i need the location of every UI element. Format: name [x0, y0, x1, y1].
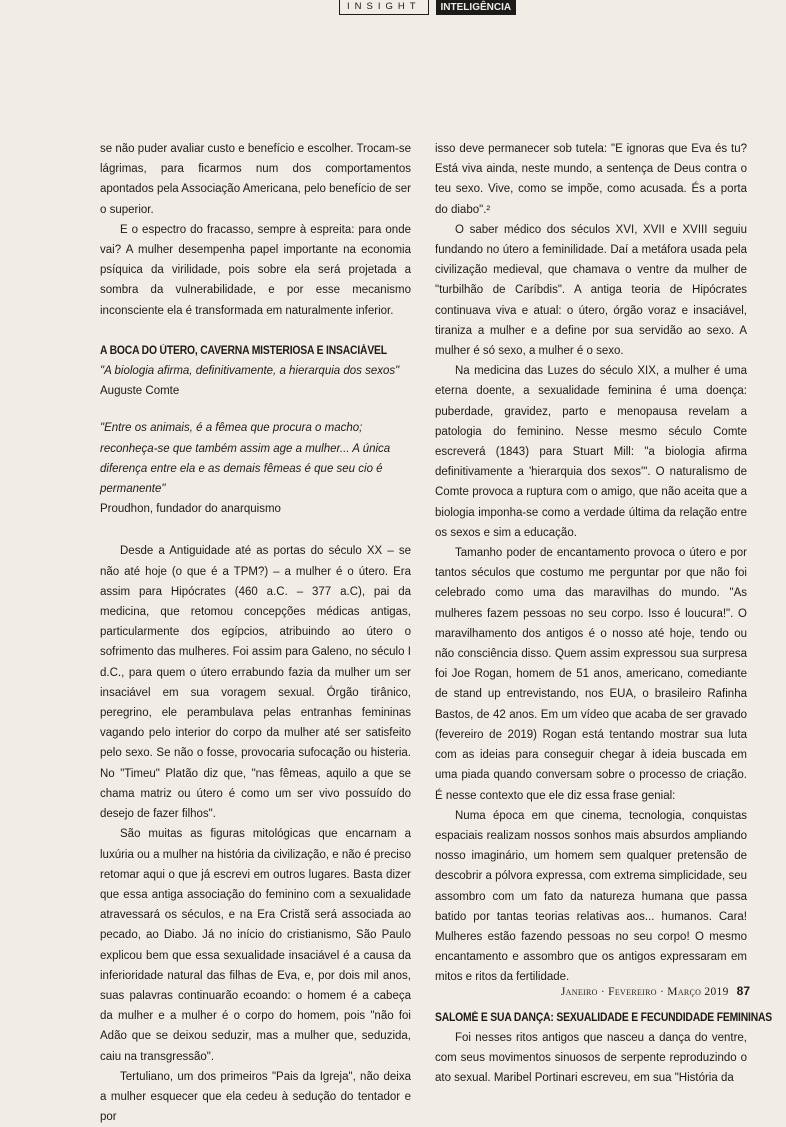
subsection-tag: INTELIGÊNCIA [436, 0, 517, 15]
paragraph: O saber médico dos séculos XVI, XVII e XVIII seguiu fundando no útero a feminilidade. Daí a metáfora usada pela civilização medieval, que chamava o ventre da mulher de "turbilhão de Caríbdis". A antiga teoria de Hipócrates continuava viva e atual: o útero, órgão voraz e insaciável, tiraniza a mulher e a define por sua servidão ao sexo. A mulher é só sexo, a mulher é o sexo. [435, 223, 747, 358]
right-column [435, 139, 773, 1088]
section-tag: INSIGHT [339, 0, 429, 15]
page-number: 87 [736, 984, 750, 998]
paragraph: Na medicina das Luzes do século XIX, a mulher é uma eterna doente, a sexualidade feminina é uma doença: puberdade, gravidez, parto e menopausa revelam a patologia do feminino. Nesse mesmo século Comte escreverá (1843) para Stuart Mill: "a biologia afirma definitivamente a 'hierarquia dos sexos'". O naturalismo de Comte provoca a ruptura com o amigo, que não aceita que a biologia imponha-se como a verdade última da relação entre os sexos e sim a educação. [435, 365, 747, 539]
paragraph: Desde a Antiguidade até as portas do século XX – se não até hoje (o que é a TPM?) – a mulher é o útero. Era assim para Hipócrates (460 a.C. – 377 a.C), pai da medicina, que retomou concepções médicas antigas, particularmente dos egípcios, atribuindo ao útero o sofrimento das mulheres. Foi assim para Galeno, no século I d.C., para quem o útero errabundo fazia da mulher um ser insaciável em sua voragem sexual. Órgão tirânico, peregrino, ele perambulava pelas entranhas femininas vagando pelo interior do corpo da mulher até ser satisfeito pelo sexo. Se não o fosse, provocaria sufocação ou histeria. No "Timeu" Platão diz que, "nas fêmeas, aquilo a que se chama matriz ou útero é como um ser vivo possuído do desejo de fazer filhos". [100, 545, 411, 821]
issue-date: Janeiro · Fevereiro · Março 2019 [560, 986, 729, 998]
paragraph: Foi nesses ritos antigos que nasceu a dança do ventre, com seus movimentos sinuosos de serpente reproduzindo o ato sexual. Maribel Portinari escreveu, em sua "História da [435, 1031, 747, 1085]
epigraph-quote: "A biologia afirma, definitivamente, a hierarquia dos sexos" [100, 365, 400, 378]
paragraph: Tamanho poder de encantamento provoca o útero e por tantos séculos que costumo me perguntar por que não foi celebrado como uma das maravilhas do mundo. "As mulheres fazem pessoas no seu corpo. Isso é loucura!". O maravilhamento dos antigos é o nosso até hoje, tendo ou não consciência disso. Quem assim expressou sua surpresa foi Joe Rogan, homem de 51 anos, americano, comediante de stand up entrevistando, nos EUA, o brasileiro Rafinha Bastos, de 42 anos. Em um vídeo que acaba de ser gravado (fevereiro de 2019) Rogan está tentando mostrar sua luta com as ideias para conseguir chegar à ideia buscada em uma piada quando conversam sobre o processo de criação. É nesse contexto que ele diz essa frase genial: [435, 547, 747, 802]
section-heading: SALOMÉ E SUA DANÇA: SEXUALIDADE E FECUNDIDADE FEMININAS [435, 1011, 773, 1024]
epigraph-quote: "Entre os animais, é a fêmea que procura o macho; reconheça-se que também assim age a mulher... A única diferença entre ela e as demais fêmeas é que seu cio é permanente" [100, 422, 391, 496]
page-footer [561, 984, 750, 998]
paragraph: Numa época em que cinema, tecnologia, conquistas espaciais realizam nossos sonhos mais absurdos ampliando nosso imaginário, um homem sem qualquer pretensão de descobrir a pólvora expressa, com extrema simplicidade, seu assombro com um fato da natureza humana que passa batido por tantas teorias relativas aos... humanos. Cara! Mulheres estão fazendo pessoas no seu corpo! O mesmo encantamento e assombro que os antigos expressaram em mitos e ritos da fertilidade. [435, 809, 747, 984]
paragraph: São muitas as figuras mitológicas que encarnam a luxúria ou a mulher na história da civilização, e não é preciso retomar aqui o que já escrevi em outros lugares. Basta dizer que essa antiga associação do feminino com a sexualidade atravessará os séculos, e na Era Cristã será associada ao pecado, ao Diabo. Já no início do cristianismo, São Paulo explicou bem que essa sexualidade insaciável é a causa da inferioridade natural das filhas de Eva, e, por dois mil anos, suas palavras continuarão ecoando: o homem é a cabeça da mulher e a mulher é o corpo do homem, pois "não foi Adão que se deixou seduzir, mas a mulher que, seduzida, caiu na transgressão". [100, 828, 411, 1063]
paragraph: se não puder avaliar custo e benefício e escolher. Trocam-se lágrimas, para ficarmos num dos comportamentos apontados pela Associação Americana, pelo benefício de ser o superior. [100, 143, 411, 216]
section-heading: A BOCA DO ÚTERO, CAVERNA MISTERIOSA E INSACIÁVEL [100, 344, 387, 357]
paragraph: Tertuliano, um dos primeiros "Pais da Igreja", não deixa a mulher esquecer que ela cedeu à sedução do tentador e por [100, 1070, 411, 1124]
left-column [100, 139, 411, 1127]
page-header [339, 0, 516, 15]
paragraph: E o espectro do fracasso, sempre à espreita: para onde vai? A mulher desempenha papel importante na economia psíquica da virilidade, pois sobre ela será projetada a sombra da vulnerabilidade, e por esse mecanismo inconsciente ela é transformada em naturalmente inferior. [100, 223, 411, 317]
paragraph: isso deve permanecer sob tutela: "E ignoras que Eva és tu? Está viva ainda, neste mundo, a sentença de Deus contra o teu sexo. Vive, como se impõe, como acusada. És a porta do diabo".² [435, 143, 747, 216]
epigraph-author: Proudhon, fundador do anarquismo [100, 503, 281, 516]
epigraph-author: Auguste Comte [100, 385, 180, 398]
